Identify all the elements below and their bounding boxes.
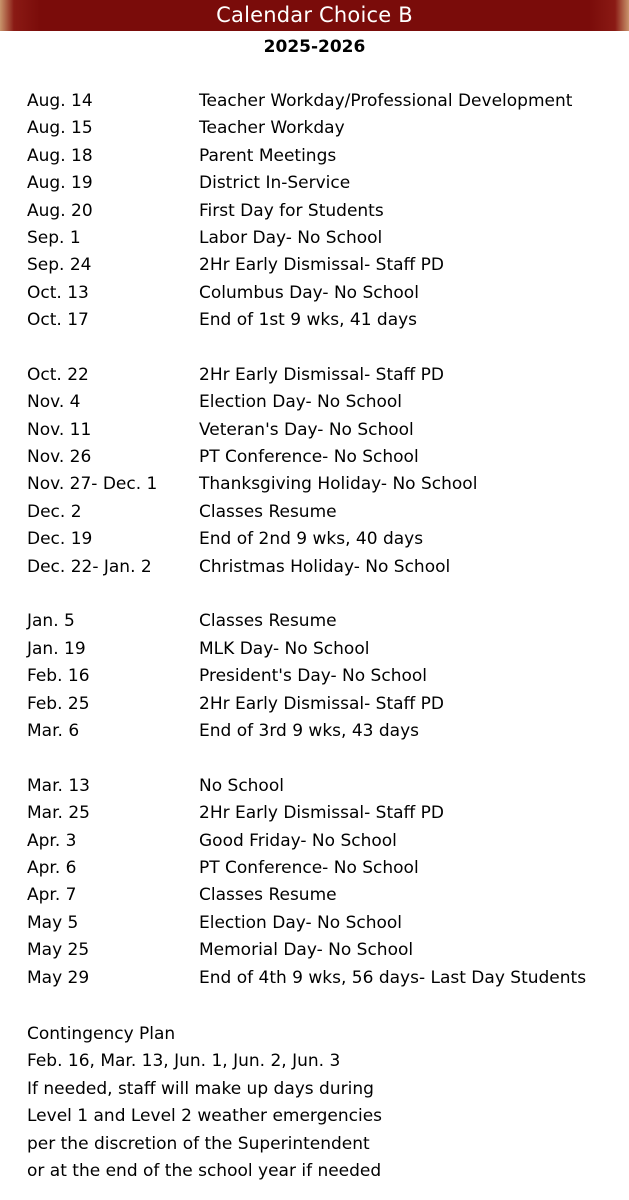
event-date: Aug. 19 xyxy=(27,173,93,194)
event-description: Parent Meetings xyxy=(199,145,337,166)
event-date: Feb. 16 xyxy=(27,666,90,687)
event-row xyxy=(27,691,627,718)
event-row xyxy=(27,307,627,334)
event-row xyxy=(27,252,627,279)
event-description: Columbus Day- No School xyxy=(199,282,419,303)
contingency-line: If needed, staff will make up days during xyxy=(27,1078,374,1099)
event-date: May 29 xyxy=(27,967,90,988)
event-description: President's Day- No School xyxy=(199,666,427,687)
contingency-line: Level 1 and Level 2 weather emergencies xyxy=(27,1106,383,1127)
event-date: Apr. 7 xyxy=(27,885,77,906)
event-description: Good Friday- No School xyxy=(199,830,397,851)
event-row xyxy=(27,170,627,197)
event-row xyxy=(27,663,627,690)
event-description: End of 4th 9 wks, 56 days- Last Day Students xyxy=(199,967,587,988)
event-date: Sep. 1 xyxy=(27,227,81,248)
event-row xyxy=(27,910,627,937)
event-row xyxy=(27,554,627,581)
event-date: Nov. 27- Dec. 1 xyxy=(27,474,158,495)
event-row xyxy=(27,937,627,964)
event-description: Veteran's Day- No School xyxy=(199,419,414,440)
event-description: Election Day- No School xyxy=(199,392,403,413)
event-description: Classes Resume xyxy=(199,611,337,632)
event-row xyxy=(27,828,627,855)
event-description: Teacher Workday/Professional Development xyxy=(199,91,573,111)
event-description: Memorial Day- No School xyxy=(199,940,414,961)
event-row xyxy=(27,855,627,882)
event-description: 2Hr Early Dismissal- Staff PD xyxy=(199,803,445,824)
event-row xyxy=(27,773,627,800)
event-description: End of 3rd 9 wks, 43 days xyxy=(199,720,419,741)
event-row xyxy=(27,718,627,745)
event-date: Oct. 22 xyxy=(27,364,89,385)
event-description: Labor Day- No School xyxy=(199,227,383,248)
event-description: PT Conference- No School xyxy=(199,447,419,468)
event-description: Thanksgiving Holiday- No School xyxy=(199,474,478,495)
event-date: Aug. 20 xyxy=(27,200,93,221)
event-row xyxy=(27,280,627,307)
event-date: Nov. 4 xyxy=(27,392,81,413)
event-description: 2Hr Early Dismissal- Staff PD xyxy=(199,364,445,385)
event-date: Nov. 26 xyxy=(27,447,92,468)
event-date: Dec. 2 xyxy=(27,501,82,522)
event-description: End of 2nd 9 wks, 40 days xyxy=(199,529,424,550)
event-description: No School xyxy=(199,775,284,796)
event-row xyxy=(27,417,627,444)
event-row xyxy=(27,471,627,498)
event-group xyxy=(27,362,627,581)
event-description: 2Hr Early Dismissal- Staff PD xyxy=(199,693,445,714)
event-date: Mar. 25 xyxy=(27,803,90,824)
event-date: Aug. 15 xyxy=(27,118,93,139)
event-date: Mar. 6 xyxy=(27,720,80,741)
event-description: First Day for Students xyxy=(199,200,384,221)
contingency-line: per the discretion of the Superintendent xyxy=(27,1133,370,1154)
event-row xyxy=(27,965,627,992)
event-row xyxy=(27,800,627,827)
event-date: Apr. 3 xyxy=(27,830,77,851)
event-group xyxy=(27,773,627,992)
event-row xyxy=(27,225,627,252)
event-date: May 5 xyxy=(27,912,79,933)
event-date: Jan. 5 xyxy=(27,611,75,632)
event-row xyxy=(27,608,627,635)
event-date: Jan. 19 xyxy=(27,638,86,659)
contingency-heading: Contingency Plan xyxy=(27,1024,176,1044)
event-description: Teacher Workday xyxy=(199,118,345,139)
event-description: District In-Service xyxy=(199,173,351,194)
event-description: 2Hr Early Dismissal- Staff PD xyxy=(199,255,445,276)
event-date: Feb. 25 xyxy=(27,693,90,714)
event-date: Apr. 6 xyxy=(27,857,77,878)
school-year-subtitle: 2025-2026 xyxy=(263,37,366,57)
page-title: Calendar Choice B xyxy=(216,3,413,27)
event-group xyxy=(27,608,627,745)
event-date: Oct. 13 xyxy=(27,282,89,303)
event-row xyxy=(27,526,627,553)
event-date: Aug. 14 xyxy=(27,91,93,111)
event-description: Election Day- No School xyxy=(199,912,403,933)
event-date: Dec. 22- Jan. 2 xyxy=(27,556,152,577)
event-row xyxy=(27,143,627,170)
events-list xyxy=(27,88,627,1019)
contingency-line: or at the end of the school year if needed xyxy=(27,1160,382,1181)
event-date: Sep. 24 xyxy=(27,255,92,276)
event-date: Mar. 13 xyxy=(27,775,90,796)
event-description: End of 1st 9 wks, 41 days xyxy=(199,310,418,331)
event-date: Nov. 11 xyxy=(27,419,92,440)
event-date: Aug. 18 xyxy=(27,145,93,166)
event-row xyxy=(27,636,627,663)
event-description: Classes Resume xyxy=(199,885,337,906)
event-row xyxy=(27,444,627,471)
event-description: Christmas Holiday- No School xyxy=(199,556,451,577)
event-date: Dec. 19 xyxy=(27,529,93,550)
event-date: Oct. 17 xyxy=(27,310,89,331)
event-row xyxy=(27,115,627,142)
event-date: May 25 xyxy=(27,940,90,961)
event-description: MLK Day- No School xyxy=(199,638,370,659)
event-row xyxy=(27,389,627,416)
event-group xyxy=(27,88,627,335)
event-description: Classes Resume xyxy=(199,501,337,522)
contingency-line: Feb. 16, Mar. 13, Jun. 1, Jun. 2, Jun. 3 xyxy=(27,1051,341,1072)
event-row xyxy=(27,198,627,225)
event-row xyxy=(27,88,627,115)
title-bar xyxy=(0,0,629,31)
event-row xyxy=(27,882,627,909)
contingency-plan xyxy=(27,1021,627,1185)
event-row xyxy=(27,362,627,389)
event-row xyxy=(27,499,627,526)
event-description: PT Conference- No School xyxy=(199,857,419,878)
